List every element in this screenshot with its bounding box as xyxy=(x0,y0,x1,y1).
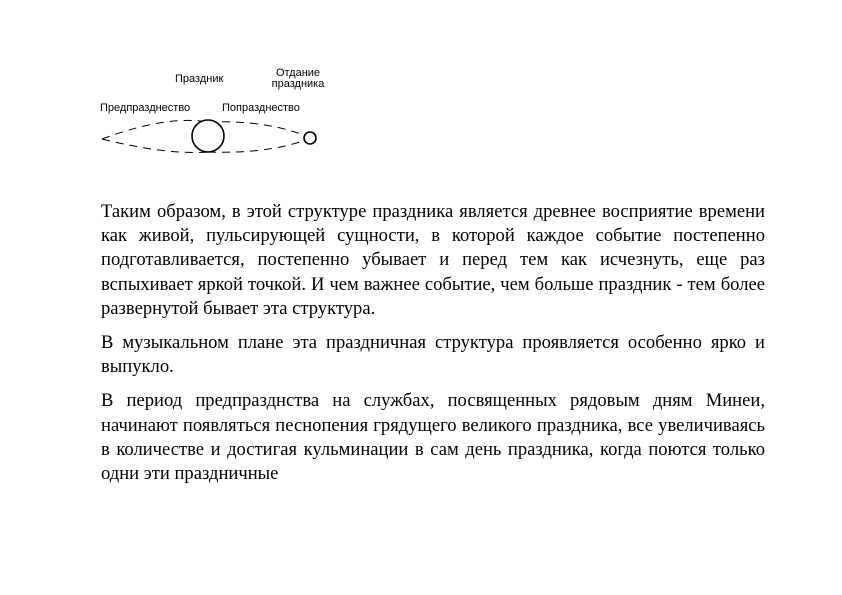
label-leave-taking xyxy=(263,68,333,90)
feast-circle xyxy=(192,120,224,152)
label-leave-taking-line1: Отдание xyxy=(275,67,321,79)
paragraph-1: Таким образом, в этой структуре праздника является древнее восприятие времени как живой, пульсирующей сущности, в которой каждое событие постепенно подготавливается, постепенно убывает и перед тем как исчезнуть, еще раз вспыхивает яркой точкой. И чем важнее событие, чем больше праздник - тем более развернутой бывает эта структура. xyxy=(101,201,765,319)
paragraph-2: В музыкальном плане эта праздничная структура проявляется особенно ярко и выпукло. xyxy=(101,332,765,378)
body-text xyxy=(101,200,765,496)
festival-structure-diagram xyxy=(96,60,336,160)
label-feast: Праздник xyxy=(175,73,224,85)
label-pre-feast: Предпразднество xyxy=(100,102,191,114)
paragraph-3: В период предпразднства на службах, посвященных рядовым дням Минеи, начинают появляться песнопения грядущего великого праздника, все увеличиваясь в количестве и достигая кульминации в сам день праздника, когда поются только одни эти праздничные xyxy=(101,390,765,485)
leave-taking-circle xyxy=(304,132,316,144)
label-post-feast: Попразднество xyxy=(222,102,300,114)
label-leave-taking-line2: праздника xyxy=(271,78,325,90)
